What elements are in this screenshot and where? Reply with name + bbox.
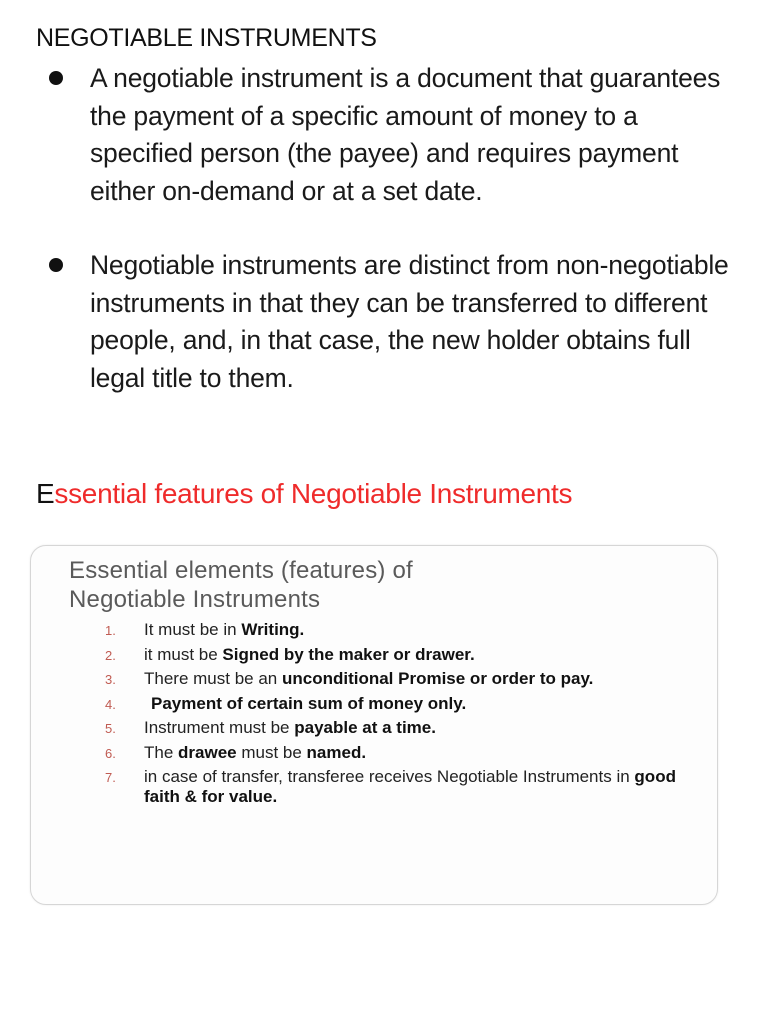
card-title bbox=[69, 556, 413, 614]
feature-number: 3. bbox=[105, 672, 116, 687]
feature-bold: drawee bbox=[178, 742, 237, 762]
feature-number: 6. bbox=[105, 745, 116, 761]
bullet-text: Negotiable instruments are distinct from non-negotiable instruments in that they can be transferred to different people, and, in that case, the new holder obtains full legal title to them. bbox=[90, 250, 729, 393]
definition-list bbox=[0, 60, 768, 397]
bullet-dot-icon bbox=[49, 71, 63, 85]
card-title-line: Negotiable Instruments bbox=[69, 586, 321, 613]
page-heading: NEGOTIABLE INSTRUMENTS bbox=[36, 24, 377, 52]
feature-item bbox=[31, 620, 717, 640]
feature-item bbox=[31, 718, 717, 738]
feature-bold: good faith & for value. bbox=[144, 767, 676, 806]
subheading-first-letter: E bbox=[36, 478, 55, 509]
feature-text: must be bbox=[236, 742, 307, 762]
feature-number: 4. bbox=[105, 696, 116, 712]
feature-text: Instrument must be bbox=[144, 718, 295, 737]
features-list bbox=[31, 620, 717, 812]
bullet-text: A negotiable instrument is a document that guarantees the payment of a specific amount of money to a specified person (the payee) and requires payment either on-demand or at a set date. bbox=[90, 63, 721, 206]
section-subheading bbox=[36, 478, 572, 510]
feature-item bbox=[31, 645, 717, 665]
bullet-item bbox=[0, 60, 768, 210]
feature-item bbox=[31, 694, 717, 714]
feature-number: 1. bbox=[105, 623, 116, 638]
feature-bold: payable at a time. bbox=[294, 718, 436, 737]
bullet-dot-icon bbox=[49, 258, 63, 272]
feature-bold: unconditional Promise or order to pay. bbox=[281, 669, 594, 688]
feature-item bbox=[31, 743, 717, 763]
card-title-line: Essential elements (features) of bbox=[69, 557, 413, 584]
feature-bold: named. bbox=[306, 742, 367, 762]
feature-bold: Writing. bbox=[241, 620, 305, 639]
feature-number: 2. bbox=[105, 647, 116, 663]
feature-item bbox=[31, 669, 717, 689]
feature-item bbox=[31, 767, 717, 807]
feature-text: There must be an bbox=[144, 669, 282, 688]
feature-text: in case of transfer, transferee receives Negotiable Instruments in bbox=[144, 767, 635, 786]
feature-text: it must be bbox=[144, 644, 223, 664]
bullet-item bbox=[0, 247, 768, 397]
feature-text: The bbox=[144, 742, 179, 762]
feature-number: 7. bbox=[105, 770, 116, 785]
feature-text: It must be in bbox=[144, 620, 242, 639]
feature-bold: Signed by the maker or drawer. bbox=[222, 644, 475, 664]
features-card bbox=[30, 545, 718, 905]
subheading-rest: ssential features of Negotiable Instruments bbox=[54, 478, 573, 509]
feature-bold: Payment of certain sum of money only. bbox=[151, 693, 467, 713]
feature-number: 5. bbox=[105, 721, 116, 736]
